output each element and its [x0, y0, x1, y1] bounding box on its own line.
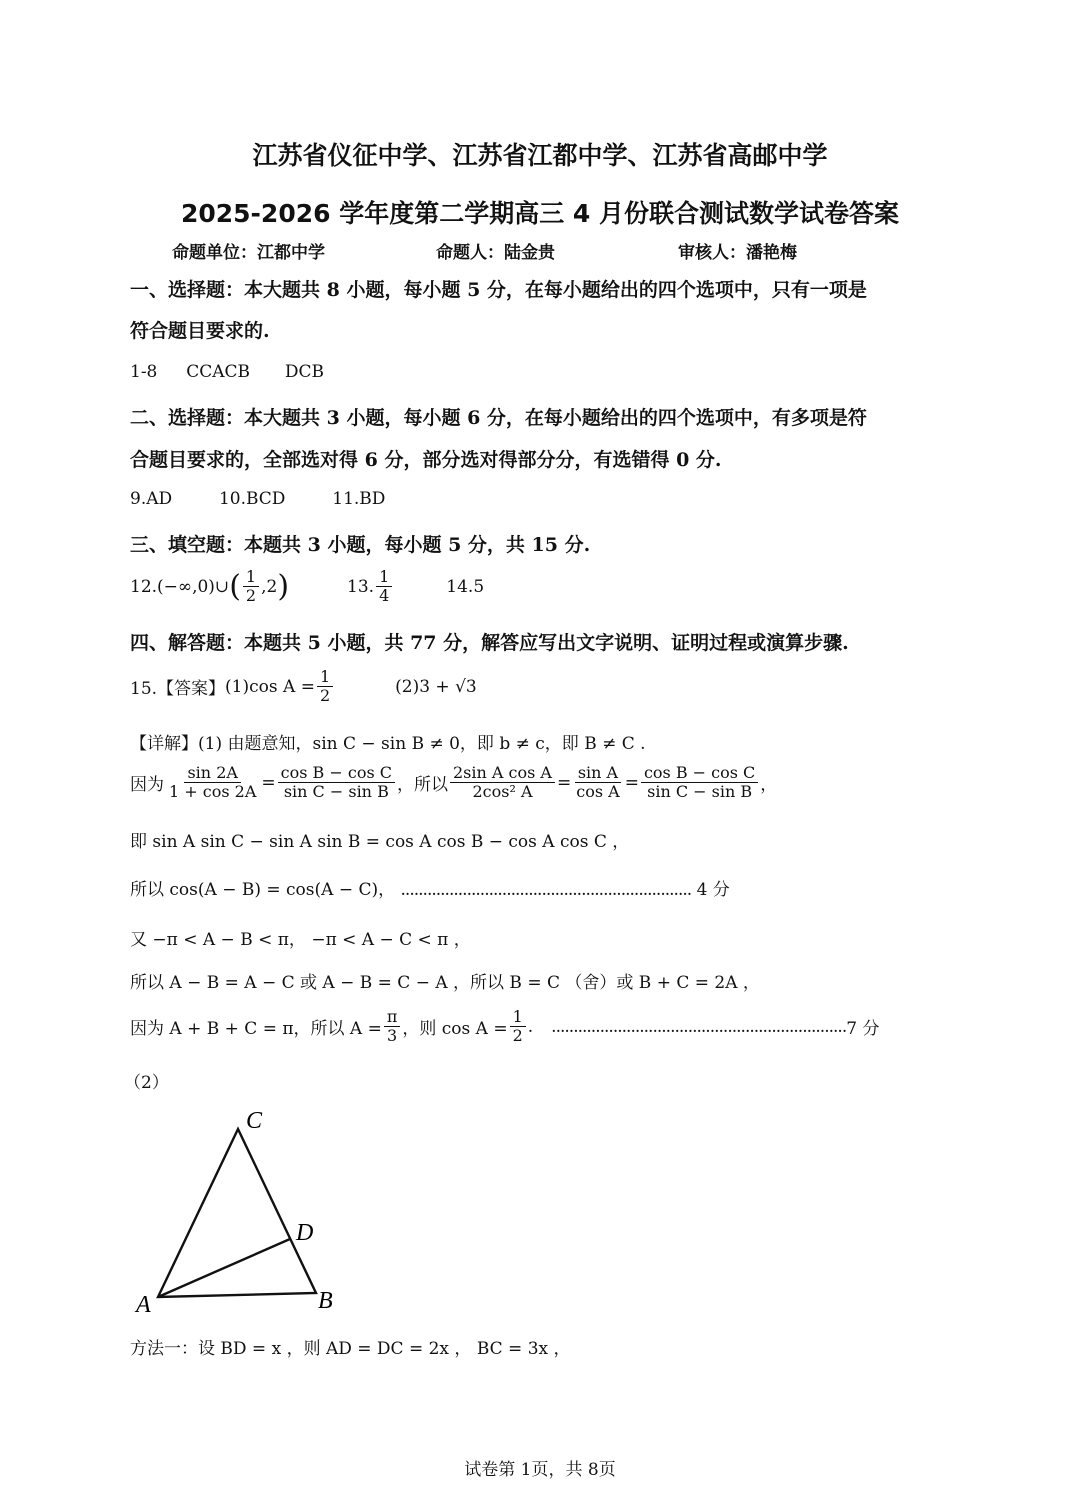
- answer-13-frac-num: 1: [376, 568, 392, 587]
- q15-label: 15.【答案】: [130, 679, 226, 700]
- answer-13-frac-den: 4: [379, 586, 390, 606]
- q15-part1-num: 1: [317, 668, 333, 687]
- fraction-4-den: cos A: [576, 782, 620, 802]
- header-unit: 命题单位：江都中学: [172, 243, 325, 263]
- half-num: 1: [510, 1008, 526, 1027]
- triangle-abc: [158, 1129, 316, 1297]
- dots-7: ...................................................................: [551, 1016, 847, 1037]
- answers-group-1: CCACB: [186, 362, 250, 382]
- fraction-3-den: 2cos² A: [472, 782, 533, 802]
- fraction-1: [166, 764, 259, 802]
- pi-den: 3: [387, 1026, 398, 1046]
- fraction-1-den: 1 + cos 2A: [169, 782, 257, 802]
- so-word: ，所以: [397, 775, 448, 796]
- answer-9: 9.AD: [130, 489, 173, 509]
- because-equation: 因为 $\frac{\sin 2A}{1 + \cos 2A}$ = $\frac{\text{cos B − cos C}}{\text{sin C − sin B}}$ ，所以 $\frac{\text{2sin A cos A}}{\text{2cos² A}}$ = $\frac{\text{sin A}}{\text{cos A}}$ = $\frac{\text{cos B − cos C}}{\text{sin C − sin B}}$ ，: [130, 763, 778, 802]
- score-7: 7 分: [846, 1019, 880, 1040]
- title-line-2: 2025-2026 学年度第二学期高三 4 月份联合测试数学试卷答案: [180, 199, 900, 228]
- answer-12-tail: ,2: [261, 576, 278, 597]
- line-ji: 即 sin A sin C − sin A sin B = cos A cos B − cos A cos C ，: [130, 832, 630, 852]
- method-one-line: 方法一：设 BD = x ，则 AD = DC = 2x ， BC = 3x ，: [130, 1339, 571, 1359]
- answer-12-frac-den: 2: [245, 586, 257, 606]
- answers-group-2: DCB: [284, 362, 324, 382]
- section1-heading-b: 符合题目要求的.: [130, 320, 270, 342]
- header-author: 命题人：陆金贵: [436, 243, 555, 263]
- line7-end: .: [527, 1016, 534, 1037]
- section1-answers: [130, 362, 324, 382]
- detail-line: 【详解】(1) 由题意知，sin C − sin B ≠ 0，即 b ≠ c，即 B ≠ C .: [130, 734, 646, 754]
- section2-heading-b: 合题目要求的，全部选对得 6 分，部分选对得部分分，有选错得 0 分.: [130, 449, 722, 471]
- q15-part2-answer: (2)3 + √3: [395, 676, 477, 697]
- line7-prefix: 因为 A + B + C = π，所以 A =: [130, 1019, 382, 1040]
- title-line-1: 江苏省仪征中学、江苏省江都中学、江苏省高邮中学: [252, 141, 828, 170]
- fraction-4: [573, 764, 622, 802]
- fraction-2-den: sin C − sin B: [283, 782, 389, 802]
- answers-range: 1-8: [130, 362, 158, 382]
- header-reviewer: 审核人：潘艳梅: [678, 243, 797, 263]
- half-den: 2: [512, 1026, 523, 1046]
- fraction-5-den: sin C − sin B: [647, 782, 753, 802]
- section1-heading-a: 一、选择题：本大题共 8 小题，每小题 5 分，在每小题给出的四个选项中，只有一项是: [130, 279, 867, 301]
- because-word: 因为: [130, 775, 164, 796]
- line-cos-text: 所以 cos(A − B) = cos(A − C)，: [130, 880, 396, 900]
- section2-heading-a: 二、选择题：本大题共 3 小题，每小题 6 分，在每小题给出的四个选项中，有多项是符: [130, 407, 867, 429]
- fraction-4-num: sin A: [575, 764, 621, 783]
- segment-ad: [158, 1239, 290, 1297]
- section2-answers: [130, 489, 385, 509]
- cos-a-half: [510, 1008, 526, 1046]
- answer-12-prefix: 12.: [130, 576, 158, 597]
- vertex-label-d: D: [296, 1220, 314, 1246]
- answer-13-fraction: [376, 568, 392, 606]
- fraction-5-num: cos B − cos C: [641, 764, 758, 783]
- score-4: 4 分: [696, 880, 730, 900]
- line-conclusion: [130, 1008, 879, 1046]
- dots-4: ..................................................................: [400, 880, 692, 900]
- triangle-figure: [130, 1100, 350, 1320]
- fraction-3: [450, 764, 555, 802]
- page-footer: 试卷第 1页，共 8页: [464, 1460, 616, 1480]
- q15-part1-prefix: (1)cos A =: [225, 676, 315, 697]
- answer-12-fraction: [243, 568, 259, 606]
- vertex-label-b: B: [318, 1288, 333, 1314]
- q15-part1-fraction: [317, 668, 333, 706]
- q15-answer-line: [130, 668, 477, 706]
- pi-over-3: [384, 1008, 401, 1046]
- answer-10: 10.BCD: [218, 489, 286, 509]
- section3-answers: 12. (−∞,0)∪ ( $\frac{1}{2}$ ,2 ) 13. $\frac{1}{4}$ 14.5: [130, 567, 485, 606]
- vertex-label-a: A: [136, 1292, 151, 1318]
- answer-12-frac-num: 1: [243, 568, 259, 587]
- q15-part1-den: 2: [319, 686, 331, 706]
- fraction-2: [278, 764, 395, 802]
- answer-14: 14.5: [446, 576, 485, 597]
- fraction-2-num: cos B − cos C: [278, 764, 395, 783]
- fraction-5: [641, 764, 758, 802]
- answer-13-prefix: 13.: [347, 576, 375, 597]
- line-cases: 所以 A − B = A − C 或 A − B = C − A ，所以 B = C （舍）或 B + C = 2A ，: [130, 973, 760, 993]
- line-cos: [130, 875, 730, 900]
- line-range: 又 −π < A − B < π， −π < A − C < π ，: [130, 930, 471, 950]
- fraction-3-num: 2sin A cos A: [450, 764, 555, 783]
- line7-mid: ，则 cos A =: [402, 1019, 508, 1040]
- section4-heading: 四、解答题：本题共 5 小题，共 77 分，解答应写出文字说明、证明过程或演算步骤.: [130, 632, 849, 654]
- fraction-1-num: sin 2A: [184, 764, 240, 783]
- section3-heading: 三、填空题：本题共 3 小题，每小题 5 分，共 15 分.: [130, 534, 591, 556]
- answer-11: 11.BD: [332, 489, 386, 509]
- pi-num: π: [384, 1008, 401, 1027]
- answer-12-interval: (−∞,0)∪: [157, 576, 230, 597]
- vertex-label-c: C: [246, 1108, 263, 1134]
- part-2-label: （2）: [124, 1073, 169, 1093]
